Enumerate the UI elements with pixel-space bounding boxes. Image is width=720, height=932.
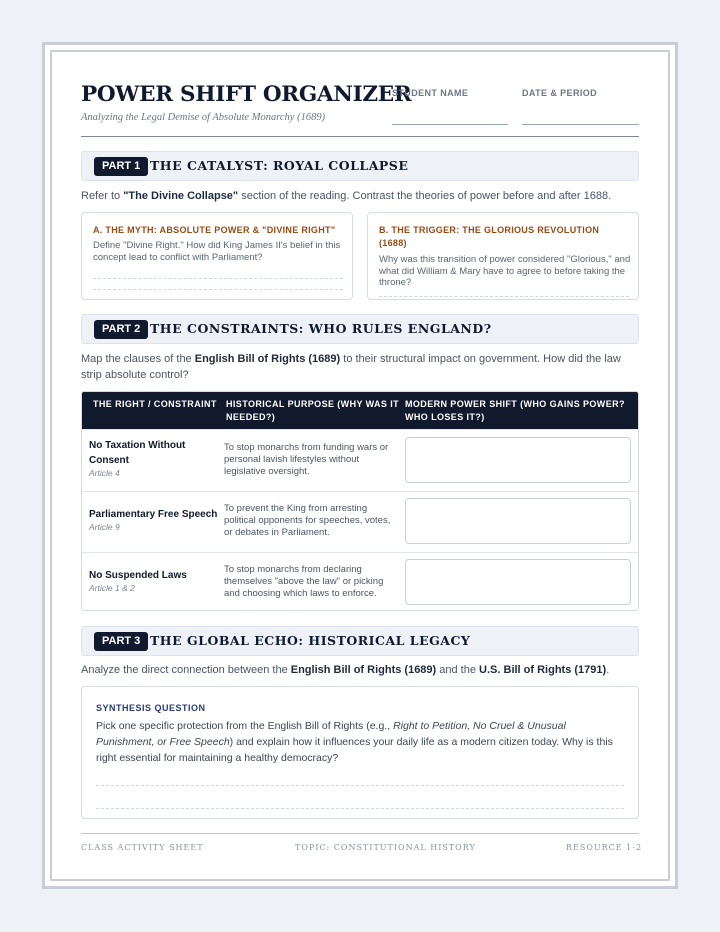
part2-badge: PART 2 (94, 320, 148, 339)
card-divine-right (81, 212, 353, 300)
row-article: Article 9 (89, 522, 120, 532)
student-name-field[interactable] (392, 124, 508, 125)
part1-badge: PART 1 (94, 157, 148, 176)
header-divider (81, 136, 639, 137)
row-article: Article 4 (89, 468, 120, 478)
answer-line[interactable] (96, 785, 624, 786)
row-purpose: To stop monarchs from funding wars or personal lavish lifestyles without legislative oversight. (224, 442, 389, 477)
answer-line[interactable] (93, 289, 343, 290)
answer-line[interactable] (96, 808, 624, 809)
column-header-power-shift: MODERN POWER SHIFT (WHO GAINS POWER? WHO LOSES IT?) (405, 399, 625, 422)
part3-instructions: Analyze the direct connection between the English Bill of Rights (1689) and the U.S. Bill of Rights (1791). (81, 664, 610, 676)
page-subtitle: Analyzing the Legal Demise of Absolute Monarchy (1689) (81, 112, 326, 123)
table-row (82, 491, 638, 552)
card-a-prompt: Define "Divine Right." How did King James II's belief in this concept lead to conflict with Parliament? (93, 240, 341, 263)
table-row (82, 552, 638, 611)
footer-right: RESOURCE 1-2 (566, 843, 643, 852)
part3-badge: PART 3 (94, 632, 148, 651)
part1-title: THE CATALYST: ROYAL COLLAPSE (150, 158, 409, 173)
card-a-heading: A. THE MYTH: ABSOLUTE POWER & "DIVINE RIGHT" (93, 225, 336, 235)
row-right-title: Parliamentary Free Speech (89, 509, 218, 520)
table-row (82, 429, 638, 491)
date-period-field[interactable] (522, 124, 639, 125)
power-shift-answer-box[interactable] (405, 437, 631, 483)
synthesis-heading: SYNTHESIS QUESTION (96, 703, 206, 713)
column-header-right: THE RIGHT / CONSTRAINT (93, 399, 217, 409)
part1-instructions: Refer to "The Divine Collapse" section of the reading. Contrast the theories of power before and after 1688. (81, 190, 612, 202)
row-right-title: No Suspended Laws (89, 570, 187, 581)
row-right-title: No Taxation Without Consent (89, 440, 186, 466)
footer-left: CLASS ACTIVITY SHEET (81, 843, 204, 852)
row-article: Article 1 & 2 (89, 583, 135, 593)
power-shift-answer-box[interactable] (405, 498, 631, 544)
part1-header (81, 151, 639, 181)
part2-instructions: Map the clauses of the English Bill of Rights (1689) to their structural impact on government. How did the law strip absolute control? (81, 353, 621, 381)
power-shift-answer-box[interactable] (405, 559, 631, 605)
part3-header (81, 626, 639, 656)
card-glorious-revolution (367, 212, 639, 300)
synthesis-question-card (81, 686, 639, 819)
column-header-purpose: HISTORICAL PURPOSE (WHY WAS IT NEEDED?) (226, 399, 400, 422)
footer-divider (81, 833, 639, 834)
card-b-prompt: Why was this transition of power considered "Glorious," and what did William & Mary have to agree to before taking the throne? (379, 254, 631, 288)
synthesis-prompt: Pick one specific protection from the English Bill of Rights (e.g., Right to Petition, No Cruel & Unusual Punishment, or Free Speech) and explain how it influences your daily life as a modern citizen today. Why is this right essential for maintaining a healthy democracy? (96, 720, 613, 764)
part2-title: THE CONSTRAINTS: WHO RULES ENGLAND? (150, 321, 492, 336)
row-purpose: To stop monarchs from declaring themselves "above the law" or picking and choosing which laws to enforce. (224, 564, 384, 599)
page-title: POWER SHIFT ORGANIZER (81, 82, 412, 107)
part3-title: THE GLOBAL ECHO: HISTORICAL LEGACY (150, 633, 471, 648)
table-header (82, 392, 638, 429)
footer-center: TOPIC: CONSTITUTIONAL HISTORY (295, 843, 476, 852)
student-name-label: STUDENT NAME (392, 88, 469, 98)
date-period-label: DATE & PERIOD (522, 88, 598, 98)
bill-of-rights-table (81, 391, 639, 611)
card-b-heading: B. THE TRIGGER: THE GLORIOUS REVOLUTION (1688) (379, 225, 600, 248)
answer-line[interactable] (379, 296, 629, 297)
answer-line[interactable] (93, 278, 343, 279)
part2-header (81, 314, 639, 344)
row-purpose: To prevent the King from arresting political opponents for speeches, votes, or debates in Parliament. (224, 503, 391, 538)
